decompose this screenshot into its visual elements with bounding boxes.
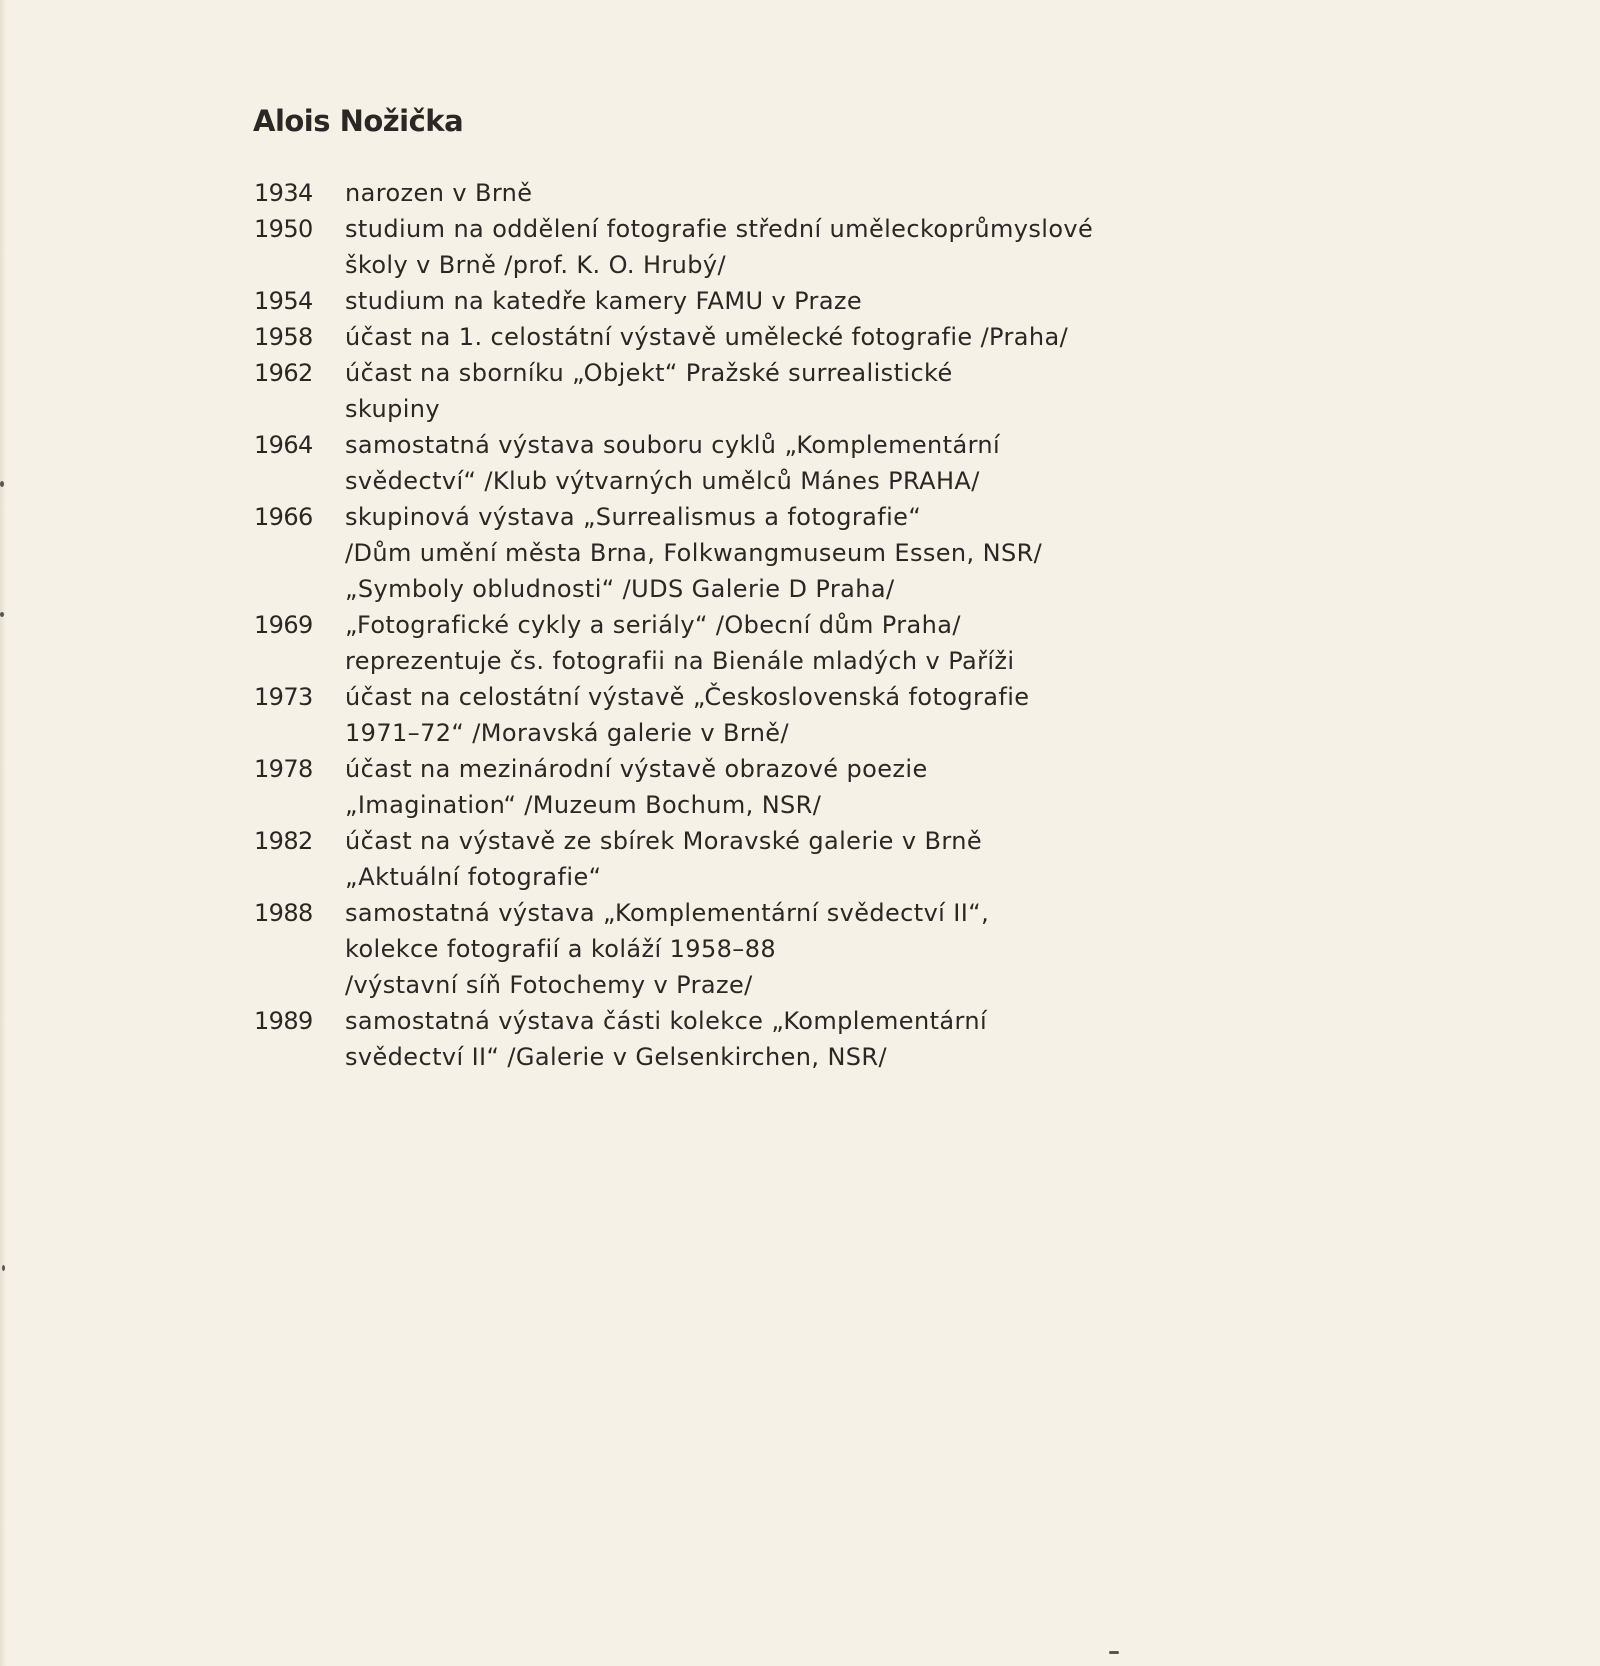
timeline-entry [254,607,1254,679]
page-left-edge [0,0,7,1666]
timeline-entry [254,823,1254,895]
entry-line: /výstavní síň Fotochemy v Praze/ [345,971,753,999]
entry-text [345,319,1254,355]
entry-year: 1954 [254,287,313,315]
entry-year: 1966 [254,503,313,531]
entry-line: samostatná výstava „Komplementární svědectví II“, [345,899,990,927]
entry-line: 1971–72“ /Moravská galerie v Brně/ [345,719,789,747]
entry-year: 1950 [254,215,313,243]
entry-text [345,499,1254,607]
timeline-entry [254,499,1254,607]
entry-year: 1988 [254,899,313,927]
biography-timeline [254,175,1254,1075]
entry-line: skupinová výstava „Surrealismus a fotografie“ [345,503,922,531]
entry-text [345,1003,1254,1075]
entry-text [345,679,1254,751]
entry-text [345,211,1254,283]
page-speck [1109,1651,1119,1654]
entry-text [345,427,1254,499]
page-speck [0,612,4,617]
entry-line: samostatná výstava části kolekce „Komplementární [345,1007,988,1035]
timeline-entry [254,319,1254,355]
page-speck [2,1265,5,1271]
entry-line: narozen v Brně [345,179,533,207]
entry-text [345,751,1254,823]
entry-line: kolekce fotografií a koláží 1958–88 [345,935,777,963]
entry-year: 1989 [254,1007,313,1035]
entry-line: svědectví II“ /Galerie v Gelsenkirchen, NSR/ [345,1043,887,1071]
timeline-entry [254,679,1254,751]
entry-line: školy v Brně /prof. K. O. Hrubý/ [345,251,727,279]
timeline-entry [254,283,1254,319]
entry-year: 1978 [254,755,313,783]
page-speck [0,481,4,487]
timeline-entry [254,175,1254,211]
entry-year: 1962 [254,359,313,387]
entry-year: 1969 [254,611,313,639]
page-title: Alois Nožička [253,104,464,138]
entry-line: /Dům umění města Brna, Folkwangmuseum Essen, NSR/ [345,539,1043,567]
entry-text [345,823,1254,895]
entry-line: „Fotografické cykly a seriály“ /Obecní dům Praha/ [345,611,961,639]
entry-line: „Imagination“ /Muzeum Bochum, NSR/ [345,791,822,819]
entry-line: studium na katedře kamery FAMU v Praze [345,287,863,315]
entry-line: „Aktuální fotografie“ [345,863,602,891]
entry-text [345,895,1254,1003]
entry-year: 1964 [254,431,313,459]
entry-line: účast na mezinárodní výstavě obrazové poezie [345,755,928,783]
entry-year: 1973 [254,683,313,711]
timeline-entry [254,355,1254,427]
entry-line: svědectví“ /Klub výtvarných umělců Mánes PRAHA/ [345,467,980,495]
entry-line: skupiny [345,395,440,423]
timeline-entry [254,1003,1254,1075]
entry-line: účast na výstavě ze sbírek Moravské galerie v Brně [345,827,982,855]
entry-year: 1934 [254,179,313,207]
entry-text [345,175,1254,211]
entry-line: účast na celostátní výstavě „Československá fotografie [345,683,1030,711]
entry-line: samostatná výstava souboru cyklů „Komplementární [345,431,1001,459]
entry-text [345,355,1254,427]
entry-line: „Symboly obludnosti“ /UDS Galerie D Praha/ [345,575,895,603]
entry-line: účast na 1. celostátní výstavě umělecké fotografie /Praha/ [345,323,1069,351]
entry-line: účast na sborníku „Objekt“ Pražské surrealistické [345,359,953,387]
timeline-entry [254,427,1254,499]
timeline-entry [254,751,1254,823]
entry-line: reprezentuje čs. fotografii na Bienále mladých v Paříži [345,647,1015,675]
entry-year: 1982 [254,827,313,855]
timeline-entry [254,895,1254,1003]
timeline-entry [254,211,1254,283]
entry-line: studium na oddělení fotografie střední uměleckoprůmyslové [345,215,1094,243]
entry-year: 1958 [254,323,313,351]
entry-text [345,283,1254,319]
entry-text [345,607,1254,679]
